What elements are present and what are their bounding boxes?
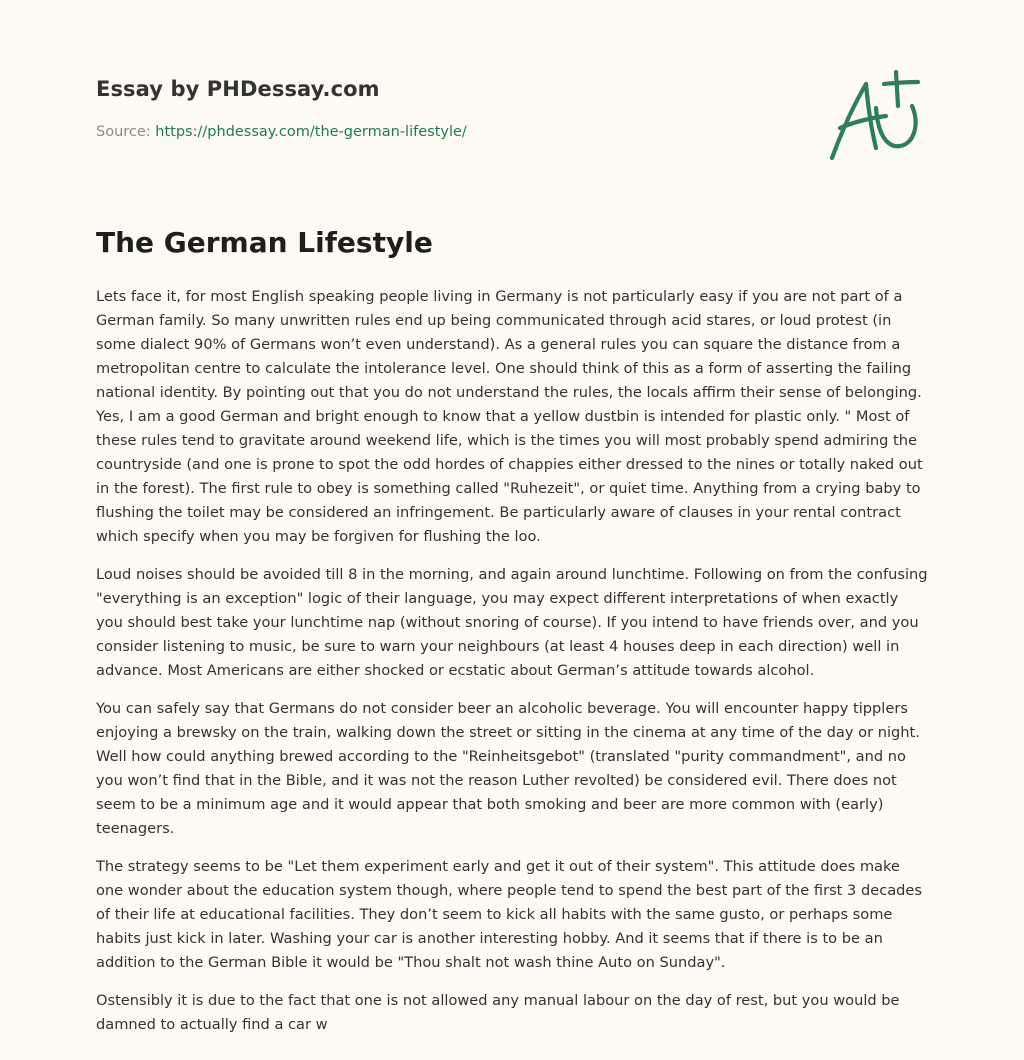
header [96,0,928,200]
essay-paragraph: Lets face it, for most English speaking people living in Germany is not particularly easy if you are not part of a German family. So many unwritten rules end up being communicated through acid stares, or loud protest (in some dialect 90% of Germans won’t even understand). As a general rules you can square the distance from a metropolitan centre to calculate the intolerance level. One should think of this as a form of asserting the failing national identity. By pointing out that you do not understand the rules, the locals affirm their sense of belonging. Yes, I am a good German and bright enough to know that a yellow dustbin is intended for plastic only. " Most of these rules tend to gravitate around weekend life, which is the times you will most probably spend admiring the countryside (and one is prone to spot the odd hordes of chappies either dressed to the nines or totally naked out in the forest). The first rule to obey is something called "Ruhezeit", or quiet time. Anything from a crying baby to flushing the toilet may be considered an infringement. Be particularly aware of clauses in your rental contract which specify when you may be forgiven for flushing the loo. [96,288,923,545]
essay-title: The German Lifestyle [96,226,433,259]
a-plus-logo-icon [826,66,928,166]
essay-paragraph: The strategy seems to be "Let them experiment early and get it out of their system". This attitude does make one wonder about the education system though, where people tend to spend the best part of the first 3 decades of their life at educational facilities. They don’t seem to kick all habits with the same gusto, or perhaps some habits just kick in later. Washing your car is another interesting hobby. And it seems that if there is to be an addition to the German Bible it would be "Thou shalt not wash thine Auto on Sunday". [96,858,923,971]
source-label: Source: [96,124,151,140]
source-line [96,124,467,140]
source-link[interactable]: https://phdessay.com/the-german-lifestyle/ [155,124,467,140]
essay-paragraph: Loud noises should be avoided till 8 in the morning, and again around lunchtime. Following on from the confusing "everything is an exception" logic of their language, you may expect different interpretations of when exactly you should best take your lunchtime nap (without snoring of course). If you intend to have friends over, and you consider listening to music, be sure to warn your neighbours (at least 4 houses deep in each direction) well in advance. Most Americans are either shocked or ecstatic about German’s attitude towards alcohol. [96,566,928,679]
essay-paragraph: Ostensibly it is due to the fact that one is not allowed any manual labour on the day of rest, but you would be damned to actually find a car w [96,992,900,1033]
essay-body [96,285,928,1051]
site-title: Essay by PHDessay.com [96,77,380,101]
essay-paragraph: You can safely say that Germans do not consider beer an alcoholic beverage. You will encounter happy tipplers enjoying a brewsky on the train, walking down the street or sitting in the cinema at any time of the day or night. Well how could anything brewed according to the "Reinheitsgebot" (translated "purity commandment", and no you won’t find that in the Bible, and it was not the reason Luther revolted) be considered evil. There does not seem to be a minimum age and it would appear that both smoking and beer are more common with (early) teenagers. [96,700,920,837]
